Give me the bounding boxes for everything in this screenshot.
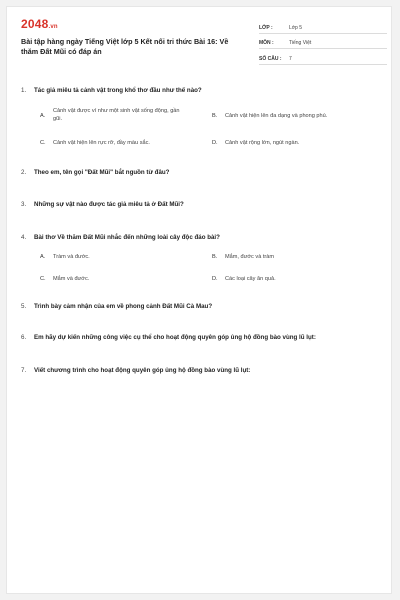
logo-main: 2048 [21,17,49,31]
question-number: 5. [21,303,27,310]
option-text: Mắm và đước. [53,276,90,282]
option-4c[interactable] [40,275,210,285]
question-7 [21,367,381,374]
question-4 [21,234,381,241]
option-1a[interactable] [40,107,210,127]
question-number: 7. [21,367,27,374]
option-letter: A. [40,113,46,119]
meta-info [259,19,387,66]
option-letter: C. [40,140,46,146]
question-number: 1. [21,87,27,94]
option-letter: D. [212,276,218,282]
option-text: Cảnh vật rộng lớn, ngút ngàn. [225,140,300,146]
question-text: Trình bày cảm nhận của em về phong cảnh Đất Mũi Cà Mau? [34,303,213,310]
count-label: SỐ CÂU : [259,55,282,62]
option-4d[interactable] [212,275,382,285]
question-text: Tác giả miêu tả cảnh vật trong khổ thơ đầu như thế nào? [34,87,202,94]
option-text: Các loại cây ăn quả. [225,276,276,282]
count-value: 7 [289,55,292,62]
question-5 [21,303,381,310]
option-text: Cảnh vật hiện lên đa dạng và phong phú. [225,113,328,119]
option-text: Cảnh vật được ví như một sinh vật sống động, gần gũi. [53,108,180,122]
question-text: Em hãy dự kiến những công việc cụ thể cho hoạt động quyên góp ủng hộ đồng bào vùng lũ lụt: [34,334,316,341]
question-number: 4. [21,234,27,241]
option-letter: A. [40,254,46,260]
meta-count [259,50,387,65]
logo-sub: .vn [48,24,58,30]
question-2 [21,169,381,176]
grade-value: Lớp 5 [289,24,303,31]
option-letter: D. [212,140,218,146]
subject-value: Tiếng Việt [289,40,312,46]
option-letter: C. [40,276,46,282]
question-text: Theo em, tên gọi "Đất Mũi" bắt nguồn từ đâu? [34,169,170,176]
question-text: Những sự vật nào được tác giả miêu tả ở Đất Mũi? [34,201,184,208]
meta-subject [259,35,387,50]
question-3 [21,201,381,208]
site-logo[interactable] [21,17,58,31]
option-letter: B. [212,113,218,119]
option-1b[interactable] [212,112,382,122]
option-4b[interactable] [212,253,382,263]
worksheet-page [6,6,392,594]
grade-label: LỚP : [259,24,273,31]
meta-grade [259,19,387,34]
question-text: Viết chương trình cho hoạt động quyên góp ủng hộ đồng bào vùng lũ lụt: [34,367,251,374]
question-number: 6. [21,334,27,341]
question-number: 3. [21,201,27,208]
option-4a[interactable] [40,253,210,263]
question-text: Bài thơ Về thăm Đất Mũi nhắc đến những loài cây độc đáo bài? [34,234,220,241]
option-1c[interactable] [40,139,210,149]
subject-label: MÔN : [259,40,274,46]
question-number: 2. [21,169,27,176]
question-1 [21,87,381,94]
option-text: Mắm, đước và tràm [225,254,275,260]
option-letter: B. [212,254,218,260]
document-title: Bài tập hàng ngày Tiếng Việt lớp 5 Kết nối tri thức Bài 16: Về thăm Đất Mũi có đáp án [21,37,229,56]
worksheet-header [7,7,391,67]
option-text: Cảnh vật hiện lên rực rỡ, đầy màu sắc. [53,140,150,146]
option-1d[interactable] [212,139,382,149]
question-6 [21,334,381,341]
option-text: Tràm và đước. [53,254,90,260]
